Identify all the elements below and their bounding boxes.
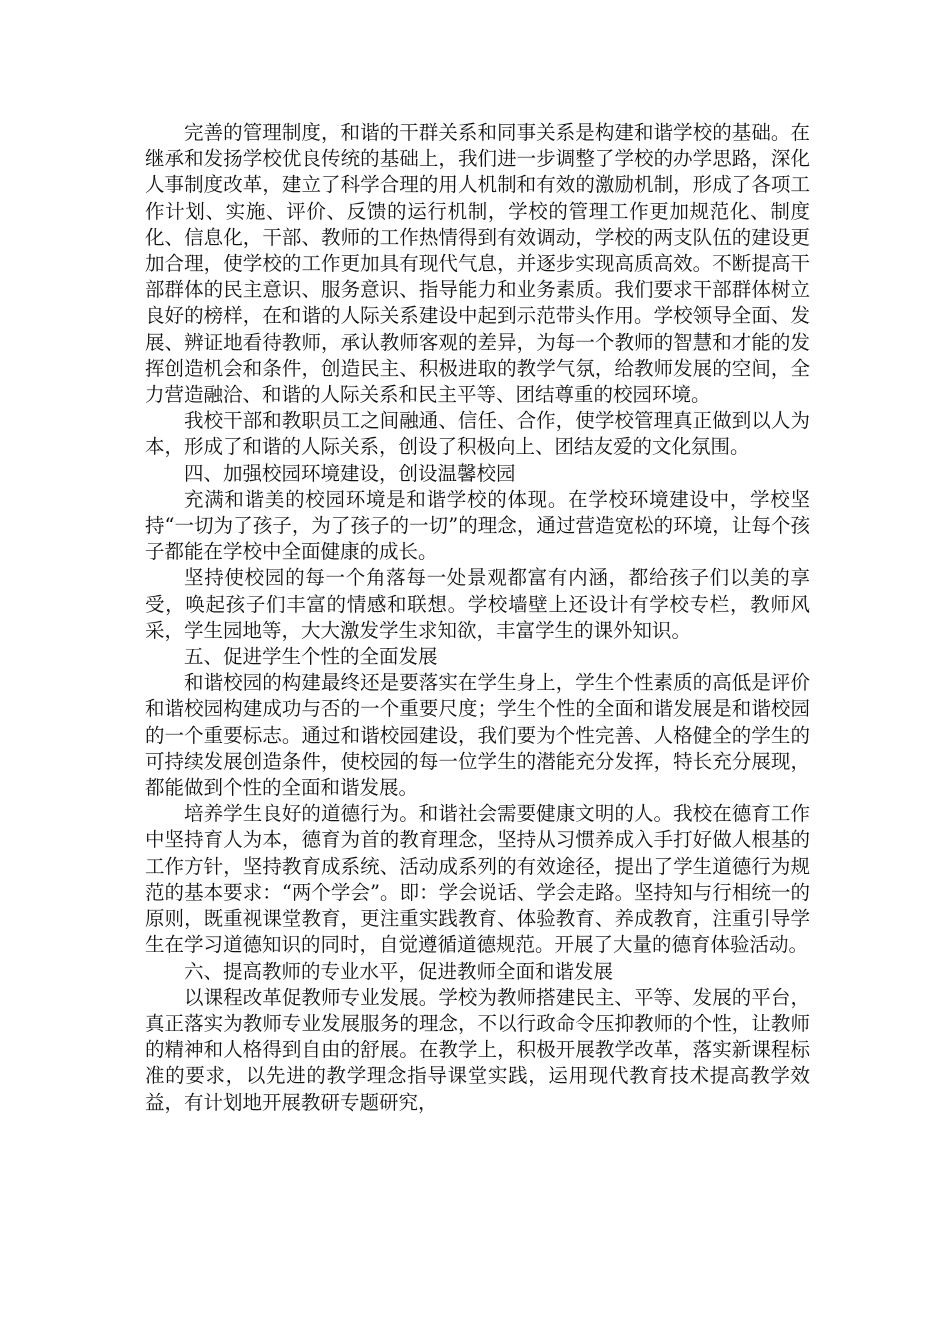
section-heading-student-development: 五、促进学生个性的全面发展	[184, 645, 438, 669]
paragraph-environment: 充满和谐美的校园环境是和谐学校的体现。在学校环境建设中，学校坚持“一切为了孩子，为了孩子的一切”的理念，通过营造宽松的环境，让每个孩子都能在学校中全面健康的成长。	[145, 487, 810, 564]
paragraph-management: 完善的管理制度，和谐的干群关系和同事关系是构建和谐学校的基础。在继承和发扬学校优良传统的基础上，我们进一步调整了学校的办学思路，深化人事制度改革，建立了科学合理的用人机制和有效的激励机制，形成了各项工作计划、实施、评价、反馈的运行机制，学校的管理工作更加规范化、制度化、信息化，干部、教师的工作热情得到有效调动，学校的两支队伍的建设更加合理，使学校的工作更加具有现代气息，并逐步实现高质高效。不断提高干部群体的民主意识、服务意识、指导能力和业务素质。我们要求干部群体树立良好的榜样，在和谐的人际关系建设中起到示范带头作用。学校领导全面、发展、辨证地看待教师，承认教师客观的差异，为每一个教师的智慧和才能的发挥创造机会和条件，创造民主、积极进取的教学气氛，给教师发展的空间，全力营造融洽、和谐的人际关系和民主平等、团结尊重的校园环境。	[145, 121, 810, 407]
paragraph-moral-behavior: 培养学生良好的道德行为。和谐社会需要健康文明的人。我校在德育工作中坚持育人为本，德育为首的教育理念，坚持从习惯养成入手打好做人根基的工作方针，坚持教育成系统、活动成系列的有效途径，提出了学生道德行为规范的基本要求：“两个学会”。即：学会说话、学会走路。坚持知与行相统一的原则，既重视课堂教育，更注重实践教育、体验教育、养成教育，注重引导学生在学习道德知识的同时，自觉遵循道德规范。开展了大量的德育体验活动。	[145, 802, 810, 957]
section-heading-teacher-development: 六、提高教师的专业水平，促进教师全面和谐发展	[184, 959, 614, 983]
document-body	[145, 120, 810, 1116]
paragraph-staff-relations: 我校干部和教职员工之间融通、信任、合作，使学校管理真正做到以人为本，形成了和谐的人际关系，创设了积极向上、团结友爱的文化氛围。	[145, 409, 810, 459]
section-heading-environment: 四、加强校园环境建设，创设温馨校园	[184, 461, 516, 485]
paragraph-campus-scenery: 坚持使校园的每一个角落每一处景观都富有内涵，都给孩子们以美的享受，唤起孩子们丰富的情感和联想。学校墙壁上还设计有学校专栏，教师风采，学生园地等，大大激发学生求知欲，丰富学生的课外知识。	[145, 566, 810, 642]
paragraph-curriculum-reform: 以课程改革促教师专业发展。学校为教师搭建民主、平等、发展的平台，真正落实为教师专业发展服务的理念，不以行政命令压抑教师的个性，让教师的精神和人格得到自由的舒展。在教学上，积极开展教学改革，落实新课程标准的要求，以先进的教学理念指导课堂实践，运用现代教育技术提高教学效益，有计划地开展教研专题研究，	[145, 985, 810, 1114]
paragraph-student-personality: 和谐校园的构建最终还是要落实在学生身上，学生个性素质的高低是评价和谐校园构建成功与否的一个重要尺度；学生个性的全面和谐发展是和谐校园的一个重要标志。通过和谐校园建设，我们要为个性完善、人格健全的学生的可持续发展创造条件，使校园的每一位学生的潜能充分发挥，特长充分展现，都能做到个性的全面和谐发展。	[145, 671, 810, 800]
